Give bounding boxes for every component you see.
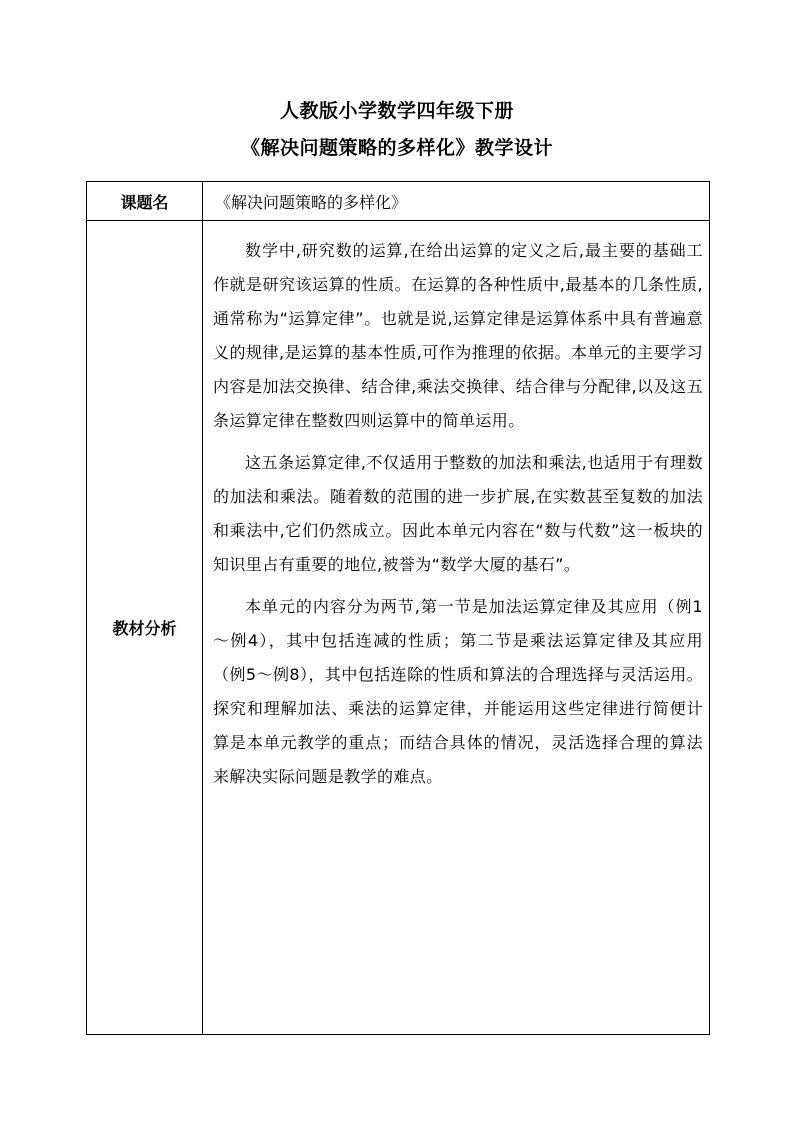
- textbook-analysis-label: 教材分析: [87, 221, 203, 1035]
- topic-value: 《解决问题策略的多样化》: [203, 182, 710, 221]
- analysis-paragraph-2: 这五条运算定律,不仅适用于整数的加法和乘法,也适用于有理数的加法和乘法。随着数的范围的进一步扩展,在实数甚至复数的加法和乘法中,它们仍然成立。因此本单元内容在“数与代数”这一板块的知识里占有重要的地位,被誉为“数学大厦的基石”。: [213, 453, 703, 574]
- topic-label: 课题名: [87, 182, 203, 221]
- textbook-analysis-content: [203, 221, 710, 1035]
- document-title-line1: 人教版小学数学四年级下册: [279, 100, 514, 122]
- analysis-paragraph-3: 本单元的内容分为两节,第一节是加法运算定律及其应用（例1～例4），其中包括连减的性质；第二节是乘法运算定律及其应用（例5～例8），其中包括连除的性质和算法的合理选择与灵活运用。探究和理解加法、乘法的运算定律，并能运用这些定律进行简便计算是本单元教学的重点；而结合具体的情况，灵活选择合理的算法来解决实际问题是教学的难点。: [213, 597, 703, 786]
- document-header: [0, 100, 794, 159]
- lesson-plan-table: [86, 181, 710, 1035]
- document-title-line2: 《解决问题策略的多样化》教学设计: [240, 137, 553, 159]
- analysis-paragraph-1: 数学中,研究数的运算,在给出运算的定义之后,最主要的基础工作就是研究该运算的性质。在运算的各种性质中,最基本的几条性质,通常称为“运算定律”。也就是说,运算定律是运算体系中具有普遍意义的规律,是运算的基本性质,可作为推理的依据。本单元的主要学习内容是加法交换律、结合律,乘法交换律、结合律与分配律,以及这五条运算定律在整数四则运算中的简单运用。: [213, 241, 703, 430]
- table-row-topic: [87, 182, 710, 221]
- table-row-textbook-analysis: [87, 221, 710, 1035]
